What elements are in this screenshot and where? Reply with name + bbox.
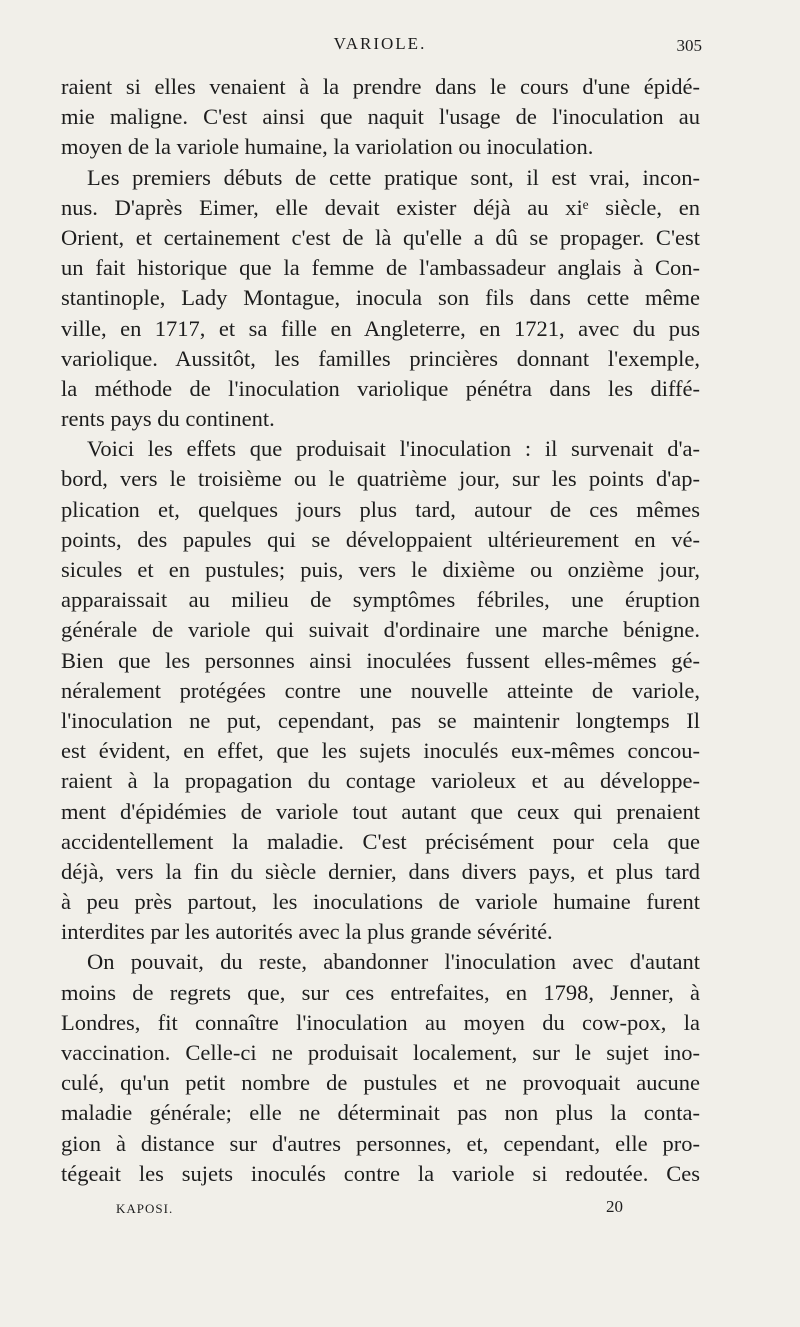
- sheet-number: 20: [606, 1197, 623, 1216]
- text-line: gion à distance sur d'autres personnes, et, cependant, elle pro-: [61, 1130, 700, 1156]
- text-line: raient si elles venaient à la prendre dans le cours d'une épidé-: [61, 74, 700, 99]
- text-line: Voici les effets que produisait l'inoculation : il survenait d'a-: [87, 436, 700, 462]
- text-line: points, des papules qui se développaient ultérieurement en vé-: [61, 526, 700, 552]
- page-footer: [60, 1197, 700, 1219]
- text-line: On pouvait, du reste, abandonner l'inoculation avec d'autant: [87, 949, 700, 975]
- text-line: l'inoculation ne put, cependant, pas se maintenir longtemps Il: [61, 707, 700, 733]
- text-line: est évident, en effet, que les sujets inoculés eux-mêmes concou-: [61, 738, 700, 764]
- text-line: moins de regrets que, sur ces entrefaites, en 1798, Jenner, à: [61, 979, 700, 1005]
- text-line: mie maligne. C'est ainsi que naquit l'usage de l'inoculation au: [61, 104, 700, 130]
- text-line: tégeait les sujets inoculés contre la variole si redoutée. Ces: [61, 1160, 700, 1186]
- printer-signature: KAPOSI.: [116, 1201, 174, 1216]
- text-line: à peu près partout, les inoculations de variole humaine furent: [61, 889, 700, 915]
- text-line: ville, en 1717, et sa fille en Angleterre, en 1721, avec du pus: [61, 315, 700, 341]
- text-line: néralement protégées contre une nouvelle atteinte de variole,: [61, 677, 700, 703]
- text-line: bord, vers le troisième ou le quatrième jour, sur les points d'ap-: [61, 466, 700, 492]
- text-line: ment d'épidémies de variole tout autant que ceux qui prenaient: [61, 798, 700, 824]
- text-line: vaccination. Celle-ci ne produisait localement, sur le sujet ino-: [61, 1040, 700, 1065]
- text-line: stantinople, Lady Montague, inocula son fils dans cette même: [61, 285, 700, 311]
- text-line: un fait historique que la femme de l'ambassadeur anglais à Con-: [61, 255, 700, 281]
- text-line: accidentellement la maladie. C'est précisément pour cela que: [61, 828, 700, 854]
- text-line: sicules et en pustules; puis, vers le dixième ou onzième jour,: [61, 557, 700, 582]
- text-line: interdites par les autorités avec la plus grande sévérité.: [61, 919, 553, 945]
- text-line: moyen de la variole humaine, la variolation ou inoculation.: [61, 134, 594, 160]
- body-text: [61, 72, 700, 1189]
- text-line: apparaissait au milieu de symptômes fébriles, une éruption: [61, 587, 700, 613]
- text-line: culé, qu'un petit nombre de pustules et ne provoquait aucune: [61, 1070, 700, 1096]
- running-title: VARIOLE.: [333, 34, 427, 53]
- text-line: Bien que les personnes ainsi inoculées fussent elles-mêmes gé-: [61, 647, 700, 673]
- text-line: maladie générale; elle ne déterminait pas non plus la conta-: [61, 1100, 700, 1126]
- text-line: rents pays du continent.: [61, 406, 275, 432]
- text-line: générale de variole qui suivait d'ordinaire une marche bénigne.: [61, 617, 700, 643]
- text-line: plication et, quelques jours plus tard, autour de ces mêmes: [61, 496, 700, 522]
- text-line: nus. D'après Eimer, elle devait exister déjà au xiᵉ siècle, en: [61, 194, 700, 220]
- page-number: 305: [676, 36, 702, 55]
- text-line: raient à la propagation du contage varioleux et au développe-: [61, 768, 700, 794]
- text-line: Londres, fit connaître l'inoculation au moyen du cow-pox, la: [61, 1009, 700, 1035]
- page-header: [60, 34, 700, 60]
- text-line: déjà, vers la fin du siècle dernier, dans divers pays, et plus tard: [61, 858, 700, 884]
- text-line: la méthode de l'inoculation variolique pénétra dans les diffé-: [61, 375, 700, 401]
- text-line: Orient, et certainement c'est de là qu'elle a dû se propager. C'est: [61, 224, 700, 250]
- text-line: Les premiers débuts de cette pratique sont, il est vrai, incon-: [87, 164, 700, 190]
- text-line: variolique. Aussitôt, les familles princières donnant l'exemple,: [61, 345, 700, 371]
